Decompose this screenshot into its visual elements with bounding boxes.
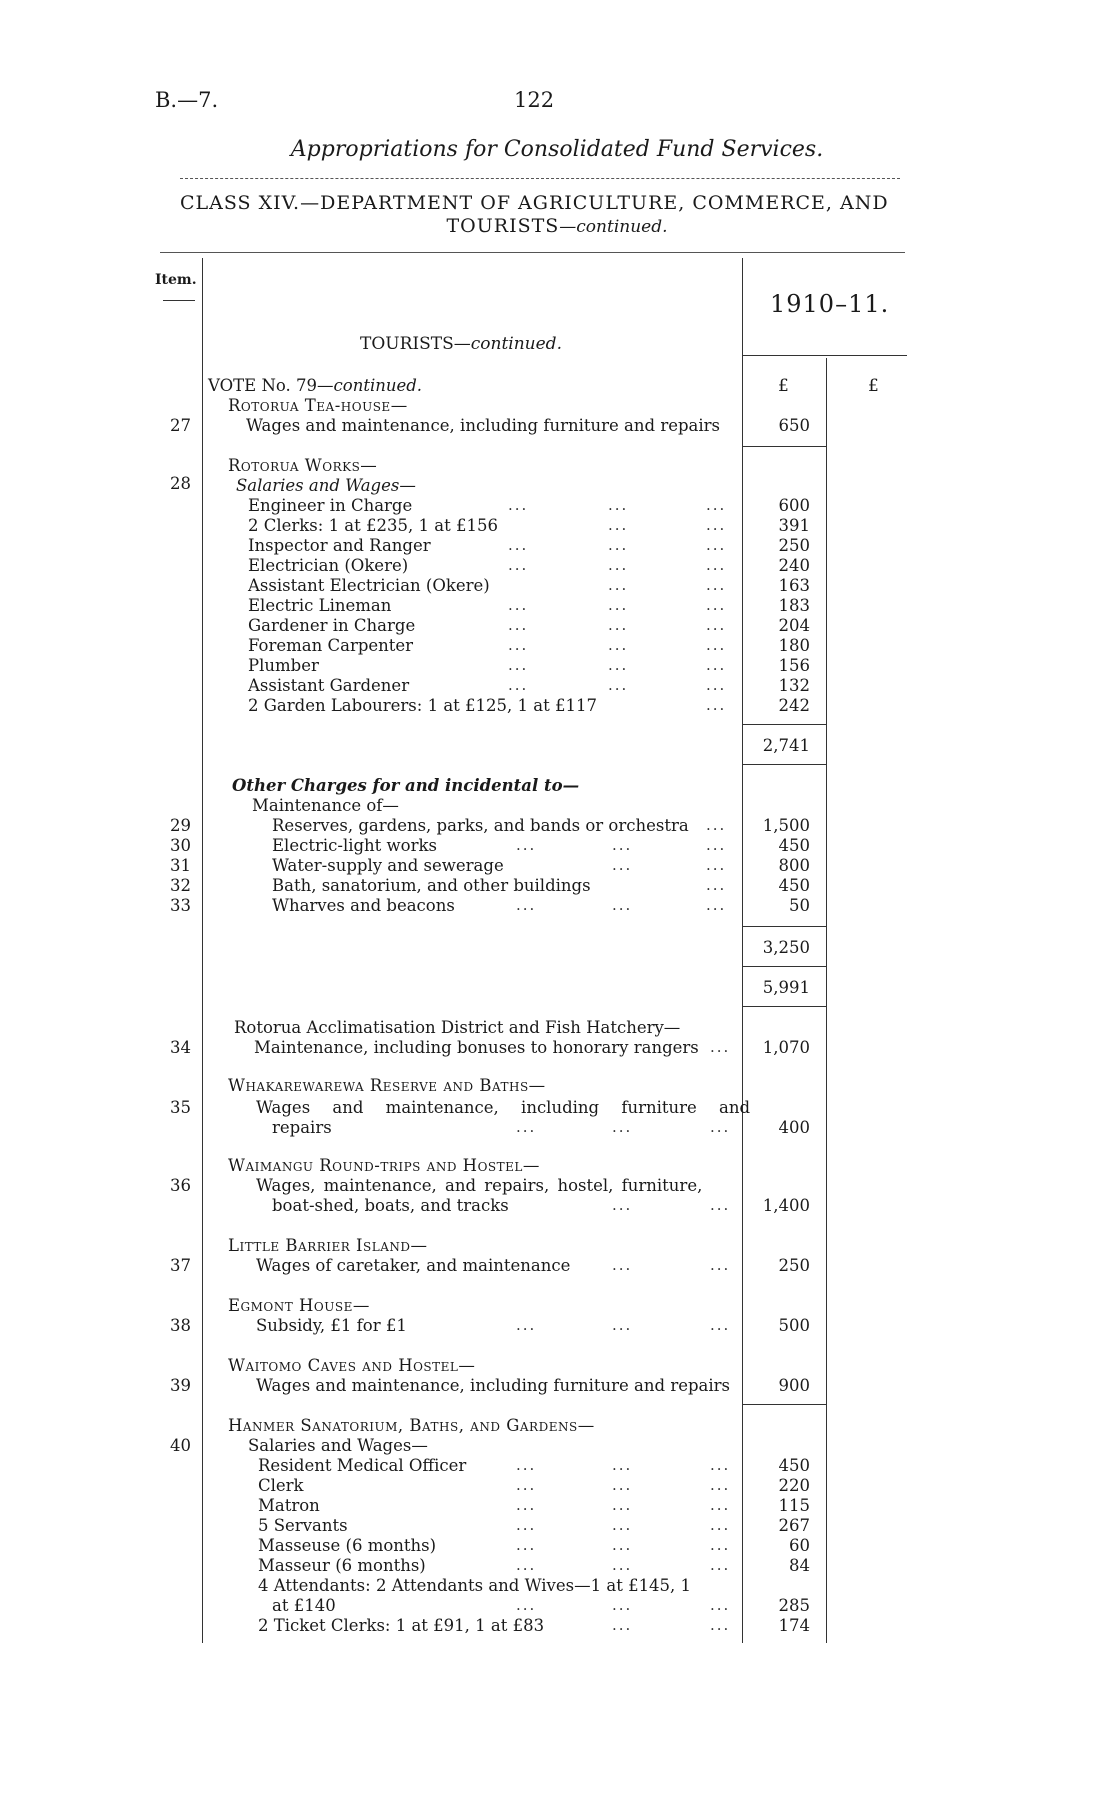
leader-dots: ... — [608, 656, 629, 674]
leader-dots: ... — [516, 1118, 537, 1136]
leader-dots: ... — [710, 1196, 731, 1214]
total-rule — [742, 446, 826, 447]
leader-dots: ... — [608, 556, 629, 574]
amount: 250 — [778, 536, 810, 555]
table-row: Reserves, gardens, parks, and bands or orchestra — [272, 816, 689, 835]
leader-dots: ... — [706, 676, 727, 694]
subtotal-rule — [742, 764, 826, 765]
table-row: Rotorua Works— — [228, 456, 378, 475]
subtotal-amount: 2,741 — [762, 736, 810, 755]
table-row: Waitomo Caves and Hostel— — [228, 1356, 476, 1375]
amount: 450 — [778, 1456, 810, 1475]
table-row: 2 Ticket Clerks: 1 at £91, 1 at £83 — [258, 1616, 545, 1635]
leader-dots: ... — [508, 596, 529, 614]
amount: 156 — [778, 656, 810, 675]
table-row: Rotorua Acclimatisation District and Fish Hatchery— — [234, 1018, 681, 1037]
leader-dots: ... — [706, 656, 727, 674]
table-row: Salaries and Wages— — [236, 476, 416, 495]
amount: 1,500 — [762, 816, 810, 835]
leader-dots: ... — [612, 1256, 633, 1274]
table-row: Subsidy, £1 for £1 — [256, 1316, 407, 1335]
amount-column-right-divider — [826, 358, 827, 1643]
leader-dots: ... — [710, 1316, 731, 1334]
table-row: Salaries and Wages— — [248, 1436, 428, 1455]
leader-dots: ... — [516, 1596, 537, 1614]
amount: 450 — [778, 876, 810, 895]
table-row: at £140 — [272, 1596, 336, 1615]
table-row: Wharves and beacons — [272, 896, 455, 915]
subtotal-rule — [742, 966, 826, 967]
leader-dots: ... — [706, 516, 727, 534]
leader-dots: ... — [516, 1456, 537, 1474]
leader-dots: ... — [608, 676, 629, 694]
amount: 900 — [778, 1376, 810, 1395]
leader-dots: ... — [612, 1556, 633, 1574]
leader-dots: ... — [710, 1616, 731, 1634]
table-row: Clerk — [258, 1476, 304, 1495]
leader-dots: ... — [710, 1476, 731, 1494]
leader-dots: ... — [608, 536, 629, 554]
table-row: Masseuse (6 months) — [258, 1536, 437, 1555]
amount: 450 — [778, 836, 810, 855]
leader-dots: ... — [710, 1256, 731, 1274]
vote-label-text: VOTE No. 79— — [208, 376, 334, 395]
leader-dots: ... — [516, 1516, 537, 1534]
leader-dots: ... — [706, 896, 727, 914]
leader-dots: ... — [508, 556, 529, 574]
leader-dots: ... — [612, 1596, 633, 1614]
amount: 400 — [778, 1118, 810, 1137]
leader-dots: ... — [706, 696, 727, 714]
page-number: 122 — [514, 88, 555, 112]
leader-dots: ... — [508, 536, 529, 554]
amount: 1,070 — [762, 1038, 810, 1057]
amount: 183 — [778, 596, 810, 615]
section-title-suffix: —continued. — [453, 334, 562, 354]
item-number: 30 — [170, 836, 191, 855]
document-code: B.—7. — [155, 88, 219, 112]
table-row: 2 Clerks: 1 at £235, 1 at £156 — [248, 516, 498, 535]
currency-symbol-col1: £ — [778, 376, 789, 396]
table-row: Other Charges for and incidental to— — [232, 776, 580, 795]
amount: 180 — [778, 636, 810, 655]
amount: 500 — [778, 1316, 810, 1335]
amount: 650 — [778, 416, 810, 435]
table-row: Wages, maintenance, and repairs, hostel, furniture, — [256, 1176, 703, 1195]
class-heading-line2 — [0, 215, 1114, 237]
leader-dots: ... — [508, 676, 529, 694]
currency-symbol-col2: £ — [868, 376, 879, 396]
total-rule — [742, 1006, 826, 1007]
amount: 50 — [789, 896, 810, 915]
table-row: Masseur (6 months) — [258, 1556, 426, 1575]
leader-dots: ... — [608, 576, 629, 594]
leader-dots: ... — [508, 656, 529, 674]
table-row: Egmont House— — [228, 1296, 370, 1315]
section-title-text: TOURISTS — [360, 334, 454, 354]
subtotal-rule — [742, 926, 826, 927]
table-row: Bath, sanatorium, and other buildings — [272, 876, 591, 895]
leader-dots: ... — [508, 616, 529, 634]
item-number: 40 — [170, 1436, 191, 1455]
leader-dots: ... — [612, 1496, 633, 1514]
leader-dots: ... — [516, 1536, 537, 1554]
leader-dots: ... — [612, 1316, 633, 1334]
table-row: Water-supply and sewerage — [272, 856, 504, 875]
item-number: 36 — [170, 1176, 191, 1195]
leader-dots: ... — [706, 596, 727, 614]
class-heading-suffix: —continued. — [559, 217, 668, 237]
table-row: Waimangu Round-trips and Hostel— — [228, 1156, 540, 1175]
table-row: Assistant Gardener — [248, 676, 410, 695]
amount: 163 — [778, 576, 810, 595]
table-row: Rotorua Tea-house— — [228, 396, 408, 415]
leader-dots: ... — [710, 1536, 731, 1554]
table-row: Gardener in Charge — [248, 616, 416, 635]
table-row: Resident Medical Officer — [258, 1456, 467, 1475]
leader-dots: ... — [612, 1196, 633, 1214]
leader-dots: ... — [710, 1516, 731, 1534]
table-top-rule — [160, 252, 905, 253]
leader-dots: ... — [706, 856, 727, 874]
leader-dots: ... — [608, 616, 629, 634]
subtotal-rule — [742, 724, 826, 725]
leader-dots: ... — [608, 636, 629, 654]
leader-dots: ... — [516, 1496, 537, 1514]
table-row: Wages and maintenance, including furniture and repairs — [246, 416, 720, 435]
item-column-header: Item. — [155, 272, 197, 288]
table-row: Hanmer Sanatorium, Baths, and Gardens— — [228, 1416, 595, 1435]
leader-dots: ... — [710, 1496, 731, 1514]
table-row: Inspector and Ranger — [248, 536, 431, 555]
item-number: 37 — [170, 1256, 191, 1275]
leader-dots: ... — [710, 1038, 731, 1056]
table-row: Wages and maintenance, including furniture and — [256, 1098, 751, 1117]
leader-dots: ... — [710, 1556, 731, 1574]
item-number: 32 — [170, 876, 191, 895]
leader-dots: ... — [508, 636, 529, 654]
leader-dots: ... — [516, 1556, 537, 1574]
item-number: 35 — [170, 1098, 191, 1117]
leader-dots: ... — [612, 1616, 633, 1634]
year-column-header: 1910–11. — [770, 290, 890, 318]
amount: 1,400 — [762, 1196, 810, 1215]
table-row: 5 Servants — [258, 1516, 348, 1535]
table-row: Maintenance, including bonuses to honorary rangers — [254, 1038, 699, 1057]
amount: 84 — [789, 1556, 810, 1575]
item-header-underline — [163, 300, 195, 301]
leader-dots: ... — [706, 536, 727, 554]
leader-dots: ... — [706, 576, 727, 594]
amount: 250 — [778, 1256, 810, 1275]
table-row: boat-shed, boats, and tracks — [272, 1196, 509, 1215]
total-rule — [742, 1404, 826, 1405]
leader-dots: ... — [706, 636, 727, 654]
amount: 240 — [778, 556, 810, 575]
leader-dots: ... — [706, 816, 727, 834]
leader-dots: ... — [612, 1536, 633, 1554]
amount: 267 — [778, 1516, 810, 1535]
item-number: 27 — [170, 416, 191, 435]
item-number: 33 — [170, 896, 191, 915]
table-row: Foreman Carpenter — [248, 636, 414, 655]
amount: 60 — [789, 1536, 810, 1555]
item-number: 38 — [170, 1316, 191, 1335]
amount-column-left-divider — [742, 258, 743, 1643]
leader-dots: ... — [516, 1316, 537, 1334]
leader-dots: ... — [612, 1118, 633, 1136]
leader-dots: ... — [516, 1476, 537, 1494]
amount: 391 — [778, 516, 810, 535]
item-number: 34 — [170, 1038, 191, 1057]
leader-dots: ... — [612, 896, 633, 914]
leader-dots: ... — [608, 516, 629, 534]
table-row: Plumber — [248, 656, 319, 675]
item-number: 39 — [170, 1376, 191, 1395]
leader-dots: ... — [710, 1118, 731, 1136]
amount: 800 — [778, 856, 810, 875]
table-row: Wages and maintenance, including furniture and repairs — [256, 1376, 730, 1395]
table-row: Whakarewarewa Reserve and Baths— — [228, 1076, 546, 1095]
leader-dots: ... — [706, 616, 727, 634]
vote-label — [208, 376, 422, 396]
leader-dots: ... — [508, 496, 529, 514]
class-heading-text: TOURISTS — [446, 215, 560, 237]
amount: 600 — [778, 496, 810, 515]
table-row: Electrician (Okere) — [248, 556, 409, 575]
table-row: Little Barrier Island— — [228, 1236, 428, 1255]
section-title — [360, 334, 562, 354]
table-row: Engineer in Charge — [248, 496, 413, 515]
leader-dots: ... — [612, 1476, 633, 1494]
leader-dots: ... — [516, 836, 537, 854]
table-row: Maintenance of— — [252, 796, 399, 815]
leader-dots: ... — [706, 556, 727, 574]
vote-label-suffix: continued. — [333, 376, 423, 395]
item-number: 29 — [170, 816, 191, 835]
amount: 204 — [778, 616, 810, 635]
leader-dots: ... — [612, 836, 633, 854]
item-column-divider — [202, 258, 203, 1643]
amount: 285 — [778, 1596, 810, 1615]
leader-dots: ... — [608, 596, 629, 614]
table-row: Electric-light works — [272, 836, 437, 855]
leader-dots: ... — [516, 896, 537, 914]
item-number: 28 — [170, 474, 191, 493]
title-divider — [180, 178, 900, 179]
year-header-underline — [742, 355, 907, 356]
leader-dots: ... — [612, 1456, 633, 1474]
table-row: 2 Garden Labourers: 1 at £125, 1 at £117 — [248, 696, 597, 715]
leader-dots: ... — [612, 856, 633, 874]
page-title: Appropriations for Consolidated Fund Services. — [290, 137, 824, 162]
leader-dots: ... — [710, 1596, 731, 1614]
table-row: Matron — [258, 1496, 320, 1515]
leader-dots: ... — [710, 1456, 731, 1474]
total-amount: 5,991 — [762, 978, 810, 997]
leader-dots: ... — [706, 836, 727, 854]
amount: 220 — [778, 1476, 810, 1495]
table-row: Wages of caretaker, and maintenance — [256, 1256, 571, 1275]
class-heading-line1: CLASS XIV.—DEPARTMENT OF AGRICULTURE, COMMERCE, AND — [180, 192, 889, 214]
table-row: 4 Attendants: 2 Attendants and Wives—1 at £145, 1 — [258, 1576, 692, 1595]
amount: 174 — [778, 1616, 810, 1635]
amount: 132 — [778, 676, 810, 695]
table-row: Assistant Electrician (Okere) — [248, 576, 490, 595]
item-number: 31 — [170, 856, 191, 875]
amount: 115 — [778, 1496, 810, 1515]
leader-dots: ... — [608, 496, 629, 514]
subtotal-amount: 3,250 — [762, 938, 810, 957]
table-row: repairs — [272, 1118, 332, 1137]
leader-dots: ... — [612, 1516, 633, 1534]
leader-dots: ... — [706, 496, 727, 514]
leader-dots: ... — [706, 876, 727, 894]
amount: 242 — [778, 696, 810, 715]
table-row: Electric Lineman — [248, 596, 392, 615]
